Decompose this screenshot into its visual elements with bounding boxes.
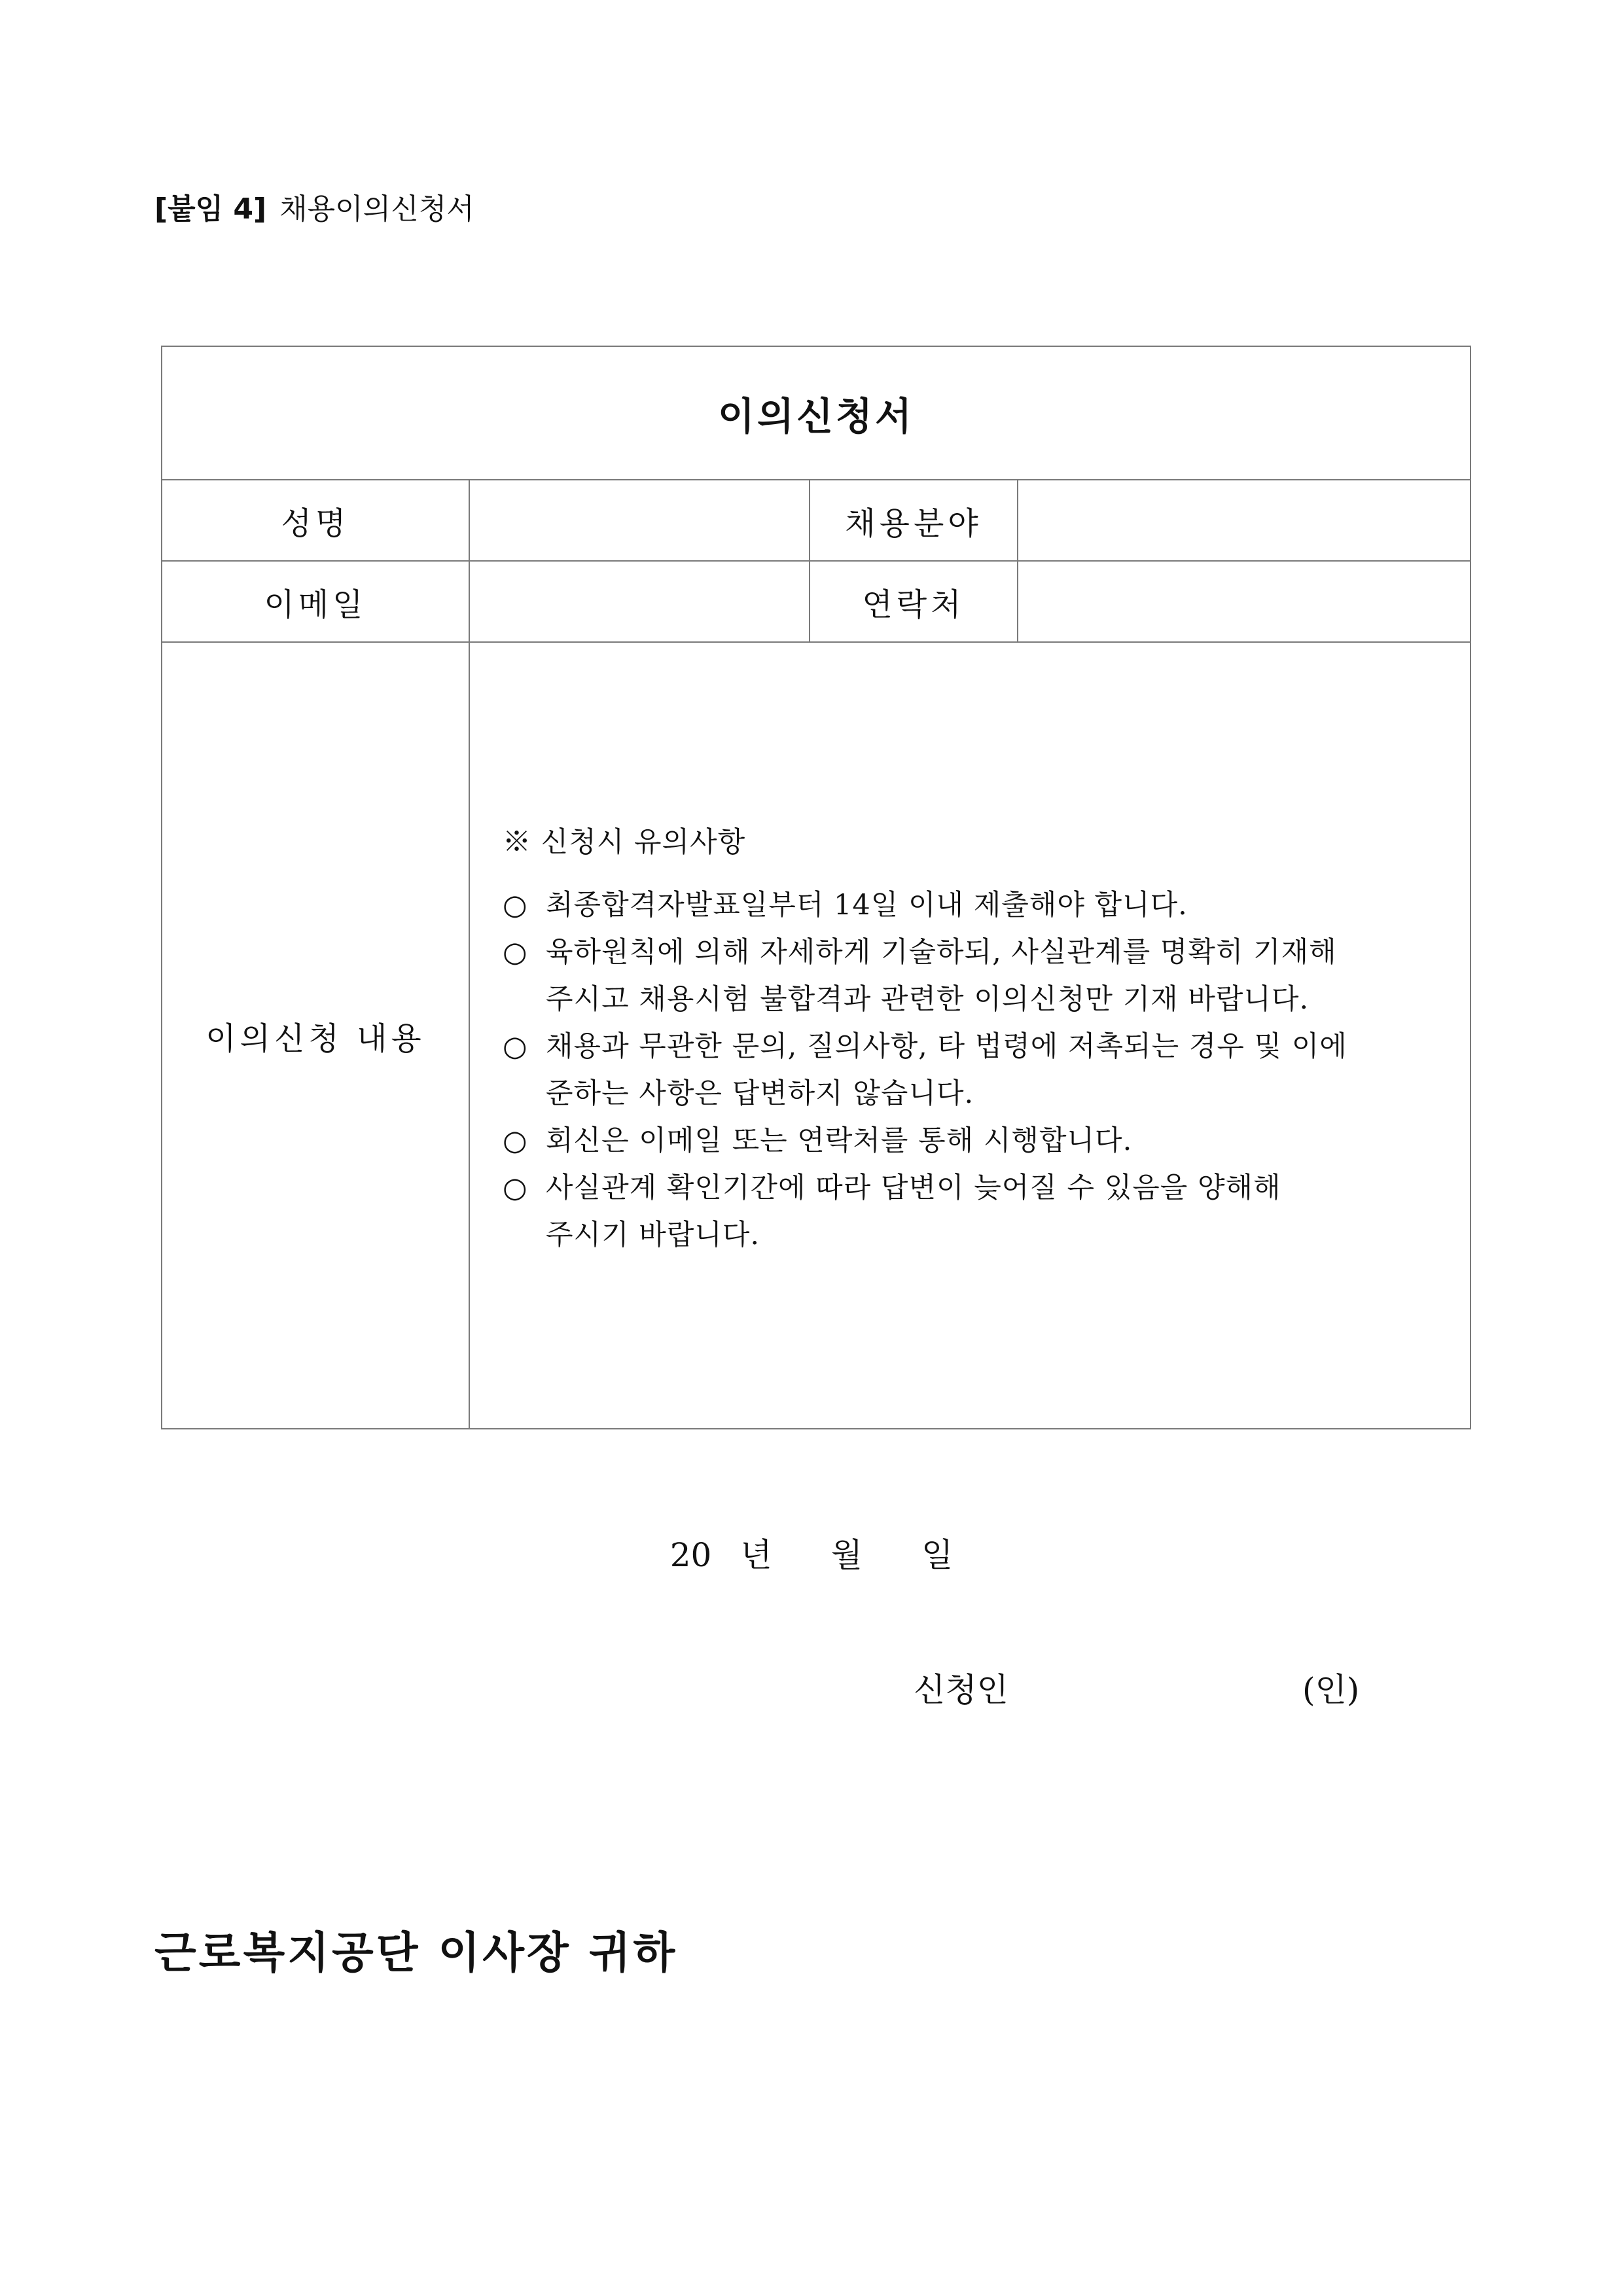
objection-content-cell[interactable]: [469, 642, 1471, 1429]
addressee: 근로복지공단 이사장 귀하: [154, 1927, 678, 1978]
notes-item: [503, 1023, 1470, 1117]
attachment-title: 채용이의신청서: [279, 192, 474, 226]
contact-label: 연락처: [810, 561, 1018, 642]
day-label: 일: [921, 1536, 954, 1574]
circle-bullet-icon: ○: [503, 1030, 528, 1063]
form-title: 이의신청서: [162, 346, 1471, 480]
name-input-cell[interactable]: [469, 480, 810, 561]
application-notes: [503, 819, 1470, 1259]
name-label: 성명: [162, 480, 469, 561]
objection-form-table: [161, 346, 1471, 1429]
objection-content-label: 이의신청 내용: [162, 642, 469, 1429]
notes-item-text: 채용과 무관한 문의, 질의사항, 타 법령에 저촉되는 경우 및 이에 준하는 사항은 답변하지 않습니다.: [546, 1030, 1347, 1110]
circle-bullet-icon: ○: [503, 889, 528, 922]
notes-item-text: 회신은 이메일 또는 연락처를 통해 시행합니다.: [546, 1124, 1133, 1157]
notes-item: [503, 1117, 1470, 1164]
notes-heading: ※ 신청시 유의사항: [503, 826, 746, 859]
applicant-label: 신청인: [914, 1671, 1008, 1709]
circle-bullet-icon: ○: [503, 1172, 528, 1204]
recruit-field-label: 채용분야: [810, 480, 1018, 561]
circle-bullet-icon: ○: [503, 936, 528, 969]
year-label: 년: [740, 1536, 772, 1574]
notes-item: [503, 882, 1470, 929]
month-label: 월: [830, 1536, 863, 1574]
contact-input-cell[interactable]: [1018, 561, 1471, 642]
notes-item-text: 육하원칙에 의해 자세하게 기술하되, 사실관계를 명확히 기재해 주시고 채용시험 불합격과 관련한 이의신청만 기재 바랍니다.: [546, 936, 1337, 1016]
date-line: [0, 1529, 1623, 1576]
attachment-tag: [붙임 4]: [154, 192, 267, 226]
notes-item: [503, 1164, 1470, 1259]
attachment-header: [154, 190, 474, 229]
email-label: 이메일: [162, 561, 469, 642]
year-prefix: 20: [669, 1536, 712, 1574]
notes-item-text: 사실관계 확인기간에 따라 답변이 늦어질 수 있음을 양해해 주시기 바랍니다.: [546, 1172, 1281, 1251]
notes-item: [503, 929, 1470, 1023]
notes-item-text: 최종합격자발표일부터 14일 이내 제출해야 합니다.: [546, 889, 1188, 922]
seal-label: (인): [1302, 1671, 1360, 1709]
email-input-cell[interactable]: [469, 561, 810, 642]
circle-bullet-icon: ○: [503, 1124, 528, 1157]
recruit-field-input-cell[interactable]: [1018, 480, 1471, 561]
